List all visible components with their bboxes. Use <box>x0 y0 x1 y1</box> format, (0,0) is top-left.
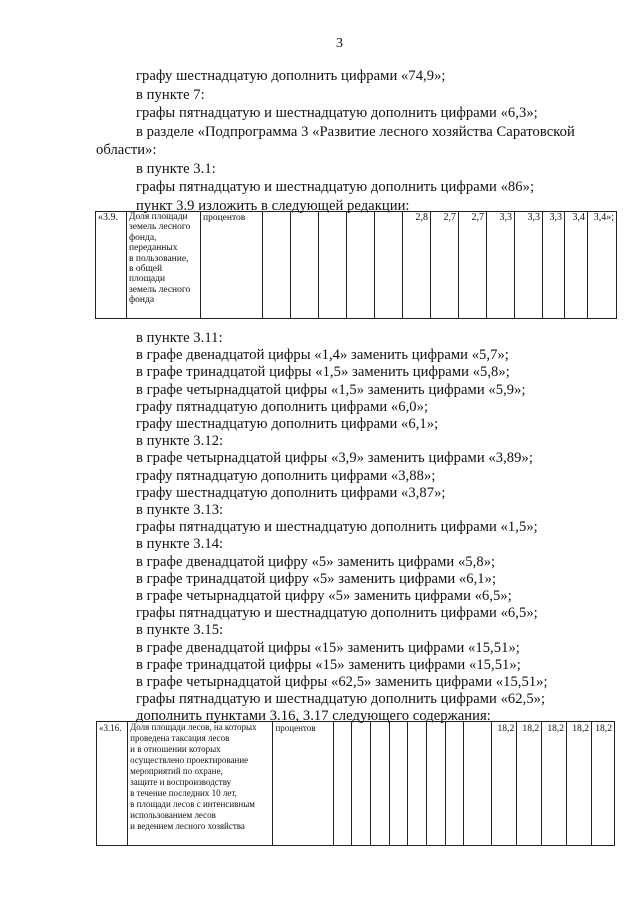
indicator-name-line: земель лесного <box>129 222 191 233</box>
paragraph-line: графы пятнадцатую и шестнадцатую дополнить цифрами «1,5»; <box>136 519 538 536</box>
value-cell: 18,2 <box>567 722 592 846</box>
value-cell <box>371 722 390 846</box>
paragraph-line: пункт 3.9 изложить в следующей редакции: <box>136 197 410 214</box>
value-cell: 2,7 <box>459 212 487 319</box>
indicator-name-line: проведена таксация лесов <box>130 733 230 743</box>
paragraph-line: в графе четырнадцатой цифру «5» заменить цифрами «6,5»; <box>136 588 512 604</box>
paragraph-line: в графе двенадцатой цифры «15» заменить цифрами «15,51»; <box>136 639 520 656</box>
value-cell: 2,8 <box>403 212 431 319</box>
value-cell <box>389 722 408 846</box>
paragraph-line: в пункте 3.11: <box>136 330 223 346</box>
paragraph-line: в графе двенадцатой цифру «5» заменить цифрами «5,8»; <box>136 553 496 570</box>
table-row <box>97 722 615 846</box>
paragraph-line: дополнить пунктами 3.16, 3.17 следующего содержания: <box>136 708 491 725</box>
indicator-name-line: переданных <box>129 243 178 254</box>
indicator-name-line: защите и воспроизводству <box>130 777 232 787</box>
paragraph-line: в графе четырнадцатой цифры «3,9» заменить цифрами «3,89»; <box>136 450 533 467</box>
indicator-name-line: использованием лесов <box>130 810 216 820</box>
value-cell: 3,3 <box>487 212 515 319</box>
value-cell: 3,3 <box>543 212 565 319</box>
indicator-name <box>127 212 201 319</box>
paragraph-line: графу шестнадцатую дополнить цифрами «6,1»; <box>136 416 439 432</box>
page-number: 3 <box>336 36 343 51</box>
unit-cell: процентов <box>201 212 263 319</box>
value-cell: 2,7 <box>431 212 459 319</box>
value-cell: 3,4»; <box>588 212 617 319</box>
item-code: «3.16. <box>97 722 128 846</box>
paragraph-line: в разделе «Подпрограмма 3 «Развитие лесного хозяйства Саратовской <box>136 123 575 140</box>
paragraph-line: графы пятнадцатую и шестнадцатую дополнить цифрами «6,5»; <box>136 605 538 622</box>
indicator-name-line: и в отношении которых <box>130 744 221 754</box>
paragraph-line: графы пятнадцатую и шестнадцатую дополнить цифрами «62,5»; <box>136 691 546 708</box>
indicator-name-line: площади <box>129 274 166 285</box>
indicator-name <box>128 722 273 846</box>
indicator-table-3-16 <box>96 721 615 846</box>
value-cell <box>464 722 492 846</box>
indicator-name-line: в течение последних 10 лет, <box>130 788 237 798</box>
value-cell <box>445 722 464 846</box>
paragraph-line: в графе двенадцатой цифры «1,4» заменить цифрами «5,7»; <box>136 347 509 364</box>
table-row <box>96 212 617 319</box>
indicator-name-line: в общей <box>129 264 163 275</box>
value-cell: 18,2 <box>492 722 517 846</box>
paragraph-line: графу шестнадцатую дополнить цифрами «3,87»; <box>136 484 446 501</box>
indicator-name-line: в пользование, <box>129 253 189 264</box>
paragraph-line: в графе четырнадцатой цифры «62,5» заменить цифрами «15,51»; <box>136 674 548 690</box>
indicator-name-line: Доля площади <box>129 212 188 222</box>
unit-cell: процентов <box>273 722 333 846</box>
indicator-name-line: земель лесного <box>129 284 191 295</box>
indicator-name-line: фонда <box>129 295 155 306</box>
indicator-name-line: осуществлено проектирование <box>130 755 249 765</box>
value-cell <box>291 212 319 319</box>
indicator-name-line: в площади лесов с интенсивным <box>130 799 255 809</box>
value-cell <box>319 212 347 319</box>
value-cell <box>427 722 446 846</box>
paragraph-line: в пункте 7: <box>136 86 205 103</box>
paragraph-line: графу пятнадцатую дополнить цифрами «3,88»; <box>136 467 436 484</box>
indicator-table-3-9 <box>95 211 617 319</box>
indicator-name-line: мероприятий по охране, <box>130 766 223 776</box>
paragraph-line: в графе тринадцатой цифры «1,5» заменить цифрами «5,8»; <box>136 364 510 381</box>
paragraph-line: в графе тринадцатой цифру «5» заменить цифрами «6,1»; <box>136 570 497 587</box>
indicator-name-line: Доля площади лесов, на которых <box>130 722 257 732</box>
paragraph-line: в пункте 3.12: <box>136 433 224 450</box>
paragraph-line: области»: <box>96 142 157 158</box>
paragraph-line: графы пятнадцатую и шестнадцатую дополнить цифрами «6,3»; <box>136 105 538 121</box>
paragraph-line: в пункте 3.1: <box>136 160 216 177</box>
value-cell: 3,4 <box>565 212 588 319</box>
value-cell <box>375 212 403 319</box>
value-cell: 18,2 <box>517 722 542 846</box>
indicator-name-line: фонда, <box>129 232 157 243</box>
paragraph-line: в пункте 3.14: <box>136 536 224 553</box>
value-cell <box>263 212 291 319</box>
value-cell <box>347 212 375 319</box>
paragraph-line: графу шестнадцатую дополнить цифрами «74,9»; <box>136 68 446 84</box>
paragraph-line: графу пятнадцатую дополнить цифрами «6,0»; <box>136 398 429 415</box>
paragraph-line: графы пятнадцатую и шестнадцатую дополнить цифрами «86»; <box>136 179 535 195</box>
value-cell: 18,2 <box>542 722 567 846</box>
paragraph-line: в графе четырнадцатой цифры «1,5» заменить цифрами «5,9»; <box>136 381 526 398</box>
value-cell <box>333 722 352 846</box>
value-cell <box>408 722 427 846</box>
indicator-name-line: и ведением лесного хозяйства <box>130 821 245 831</box>
value-cell: 18,2 <box>592 722 615 846</box>
paragraph-line: в пункте 3.13: <box>136 502 224 518</box>
paragraph-line: в графе тринадцатой цифры «15» заменить цифрами «15,51»; <box>136 656 521 673</box>
paragraph-line: в пункте 3.15: <box>136 622 224 639</box>
value-cell <box>352 722 371 846</box>
item-code: «3.9. <box>96 212 127 319</box>
value-cell: 3,3 <box>515 212 543 319</box>
